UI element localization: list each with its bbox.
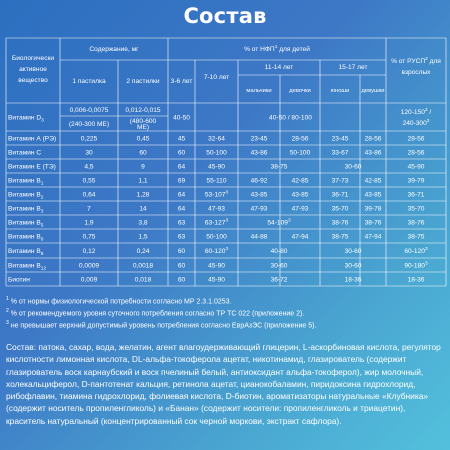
- cell-youths-15-17: 36-71: [331, 191, 349, 199]
- cell-girls-11-14: 42-85: [291, 177, 309, 185]
- cell-age-7-10: 60-1203: [204, 247, 229, 255]
- cell-p2: 0,0018: [132, 262, 154, 270]
- cell-boys-11-14: 47-93: [250, 205, 268, 213]
- cell-boys-11-17: 36-72: [270, 276, 288, 284]
- cell-p2: 3,8: [138, 219, 148, 227]
- cell-age-7-10: 45-90: [208, 163, 225, 171]
- cell-p2: 0,24: [136, 247, 150, 255]
- cell-p1: 30: [85, 149, 93, 157]
- cell-p1: 0,009: [80, 276, 98, 284]
- page-title: Состав: [183, 4, 267, 28]
- row-name: Витамин B3: [8, 205, 44, 215]
- cell-p2: 0,012-0,015: [125, 107, 161, 114]
- header-age-3-6: 3-6 лет: [170, 78, 193, 85]
- cell-girls-11-14: 47-94: [291, 233, 309, 241]
- cell-p1: 7: [87, 205, 91, 213]
- cell-girls-11-14: 50-100: [289, 149, 311, 157]
- cell-p2: 9: [141, 163, 145, 171]
- cell-p1: 0,55: [82, 177, 96, 185]
- header-rusp: % от РУСП2 для: [391, 57, 441, 65]
- row-name: Витамин А (РЭ): [8, 135, 57, 143]
- cell-boys-11-17: 30-60: [270, 262, 288, 270]
- cell-adult: 90-1803: [404, 261, 428, 270]
- cell-boys-11-14: 43-86: [250, 149, 268, 157]
- cell-girls-11-14: 43-85: [291, 191, 309, 199]
- cell-age-3-6: 60: [177, 149, 186, 157]
- cell-boys-11-14: 23-45: [250, 135, 268, 143]
- header-maidens: девушки: [361, 88, 385, 94]
- header-age-7-10: 7-10 лет: [203, 74, 230, 81]
- row-name: Витамин B12: [8, 262, 47, 272]
- cell-boys-11-14: 46-92: [250, 177, 268, 185]
- header-bio-3: вещество: [18, 77, 48, 84]
- cell-p1: 0,75: [82, 233, 96, 241]
- cell-age-7-10: 63-1273: [204, 218, 229, 227]
- cell-adult: 28-56: [407, 149, 425, 157]
- cell-girls-11-17: 30-60: [344, 262, 362, 270]
- footnote-3: $^3$ не превышает верхний допустимый уровень потребления согласно ЕврАзЭС (приложение 5).: [6, 319, 317, 330]
- cell-age-11-14: 54-1093: [267, 218, 291, 227]
- cell-age-7-10: 55-110: [206, 177, 227, 185]
- header-bio-1: Биологически: [11, 55, 55, 62]
- cell-age-7-10: 53-1073: [204, 190, 229, 199]
- cell-youths-15-17: 23-45: [331, 135, 349, 143]
- cell-p2: 60: [139, 149, 147, 157]
- cell-p2-iu: (480-600: [129, 118, 157, 125]
- cell-age-3-6: 45: [177, 135, 186, 143]
- header-age-11-14: 11-14 лет: [264, 64, 294, 71]
- cell-p2: 0,018: [134, 276, 152, 284]
- cell-age-3-6: 69: [177, 177, 186, 185]
- cell-girls-11-17: 18-36: [344, 276, 362, 284]
- cell-adult: 38-76: [407, 219, 425, 227]
- cell-merged-ages: 40-50 / 80-100: [269, 114, 312, 122]
- row-name: Биотин: [8, 276, 30, 284]
- cell-p2: 1,5: [138, 233, 148, 241]
- cell-p1: 0,006-0,0075: [69, 107, 109, 114]
- cell-adult-2: 240-3003: [402, 119, 430, 127]
- cell-adult: 36-71: [407, 191, 425, 199]
- footnote-1: $^1$ % от нормы физиологической потребности согласно МР 2.3.1.0253.: [6, 296, 232, 306]
- cell-p1: 1,9: [84, 219, 94, 227]
- header-one-pastille: 1 пастилка: [72, 78, 106, 85]
- cell-girls-11-17: 30-60: [344, 247, 362, 255]
- cell-youths-15-17: 33-67: [331, 149, 349, 157]
- cell-adult: 60-1203: [404, 247, 428, 255]
- footnotes: [6, 295, 446, 331]
- cell-maidens-15-17: 28-56: [364, 135, 382, 143]
- cell-p1-iu: (240-300 МЕ): [68, 121, 110, 128]
- cell-age-3-6: 60: [177, 262, 186, 270]
- header-girls: девочки: [289, 88, 311, 94]
- cell-age-7-10: 45-90: [208, 276, 225, 284]
- cell-p1: 4,5: [84, 163, 94, 171]
- cell-p2: 1,28: [136, 191, 150, 199]
- cell-maidens-15-17: 43-86: [364, 149, 382, 157]
- row-name: Витамин B1: [8, 177, 44, 187]
- row-name: Витамин D3: [8, 114, 44, 124]
- cell-p1: 0,0009: [78, 262, 100, 270]
- header-bio-2: активное: [19, 66, 47, 73]
- cell-age-3-6: 64: [177, 191, 186, 199]
- cell-adult: 28-56: [407, 135, 425, 143]
- cell-youths-15-17: 38-76: [331, 219, 349, 227]
- cell-p2: 0,45: [136, 135, 150, 143]
- cell-age-7-10: 45-90: [208, 262, 225, 270]
- cell-maidens-15-17: 38-76: [364, 219, 382, 227]
- composition-text: Состав: патока, сахар, вода, желатин, агент влагоудерживающий глицерин, L-аскорбиновая кислота, регулятор кислотности лимонная кислота, DL-альфа-токоферола ацетат, никотинамид, глазирователь (содержит глазирователь воск карнаубский и воск пчелиный белый, антиоксидант альфа-токоферол), жир молочный, холекальциферол, D-пантотенат кальция, ретинола ацетат, цианокобаламин, пиридоксина гидрохлорид, рибофлавин, тиамина гидрохлорид, фолиевая кислота, D-биотин, ароматизаторы натуральные «Клубника» (содержит носитель пропиленгликоль) и «Банан» (содержит носители: пропиленгликоль и триацетин), краситель натуральный (концентрированный сок черной моркови, экстракт сафлора).: [6, 342, 441, 426]
- cell-age-7-10: 32-64: [208, 135, 225, 143]
- cell-boys-11-14: 43-85: [250, 191, 268, 199]
- cell-age-7-10: 47-93: [208, 205, 225, 213]
- table-cells: [8, 44, 441, 283]
- cell-p2-iu-2: МЕ): [136, 124, 150, 131]
- cell-boys-11-17: 40-80: [270, 247, 288, 255]
- cell-p2: 1,1: [138, 177, 148, 185]
- cell-youths-15-17: 38-75: [331, 233, 349, 241]
- cell-age-3-6: 63: [177, 219, 186, 227]
- row-name: Витамин B2: [8, 191, 44, 201]
- header-boys: мальчики: [246, 88, 272, 94]
- row-name: Витамин С: [8, 149, 42, 157]
- header-two-pastilles: 2 пастилки: [126, 78, 160, 85]
- cell-boys-11-17: 38-75: [270, 163, 288, 171]
- cell-age-3-6: 64: [177, 205, 186, 213]
- cell-maidens-15-17: 42-85: [364, 177, 382, 185]
- cell-p1: 0,12: [82, 247, 96, 255]
- cell-maidens-15-17: 47-94: [364, 233, 382, 241]
- row-name: Витамин B5: [8, 219, 44, 229]
- cell-p1: 0,225: [80, 135, 98, 143]
- cell-age-3-6: 64: [177, 163, 186, 171]
- cell-boys-11-14: 44-88: [250, 233, 268, 241]
- header-nfp-children: % от НФП1 для детей: [244, 45, 310, 53]
- row-name: Витамин Е (ТЭ): [8, 163, 56, 171]
- cell-age-3-6: 60: [177, 276, 186, 284]
- cell-adult: 120-1503 /: [400, 108, 432, 116]
- cell-girls-11-17: 30-60: [344, 163, 362, 171]
- cell-youths-15-17: 37-73: [331, 177, 349, 185]
- cell-age-7-10: 50-100: [206, 233, 227, 241]
- cell-adult: 38-75: [407, 233, 425, 241]
- cell-adult: 45-90: [407, 163, 425, 171]
- row-name: Витамин B6: [8, 233, 44, 243]
- header-age-15-17: 15-17 лет: [338, 64, 368, 71]
- cell-age-3-6: 63: [177, 233, 186, 241]
- cell-girls-11-14: 47-93: [291, 205, 309, 213]
- cell-age-3-6: 60: [177, 247, 186, 255]
- cell-girls-11-14: 28-56: [291, 135, 309, 143]
- cell-adult: 18-36: [407, 276, 425, 284]
- cell-youths-15-17: 35-70: [331, 205, 349, 213]
- cell-age-3-6: 40-50: [173, 114, 190, 122]
- header-content-mg: Содержание, мг: [89, 46, 139, 53]
- row-name: Витамин B9: [8, 247, 44, 257]
- cell-maidens-15-17: 39-78: [364, 205, 382, 213]
- footnote-2: $^2$ % от рекомендуемого уровня суточного потребления согласно ТР ТС 022 (приложение 2).: [6, 307, 305, 318]
- cell-adult: 39-79: [407, 177, 425, 185]
- cell-p2: 14: [139, 205, 147, 213]
- header-youths: юноши: [330, 88, 350, 94]
- header-rusp-adults: взрослых: [401, 69, 431, 76]
- cell-maidens-15-17: 43-85: [364, 191, 382, 199]
- cell-adult: 35-70: [407, 205, 425, 213]
- cell-p1: 0,64: [82, 191, 96, 199]
- cell-age-7-10: 50-100: [206, 149, 227, 157]
